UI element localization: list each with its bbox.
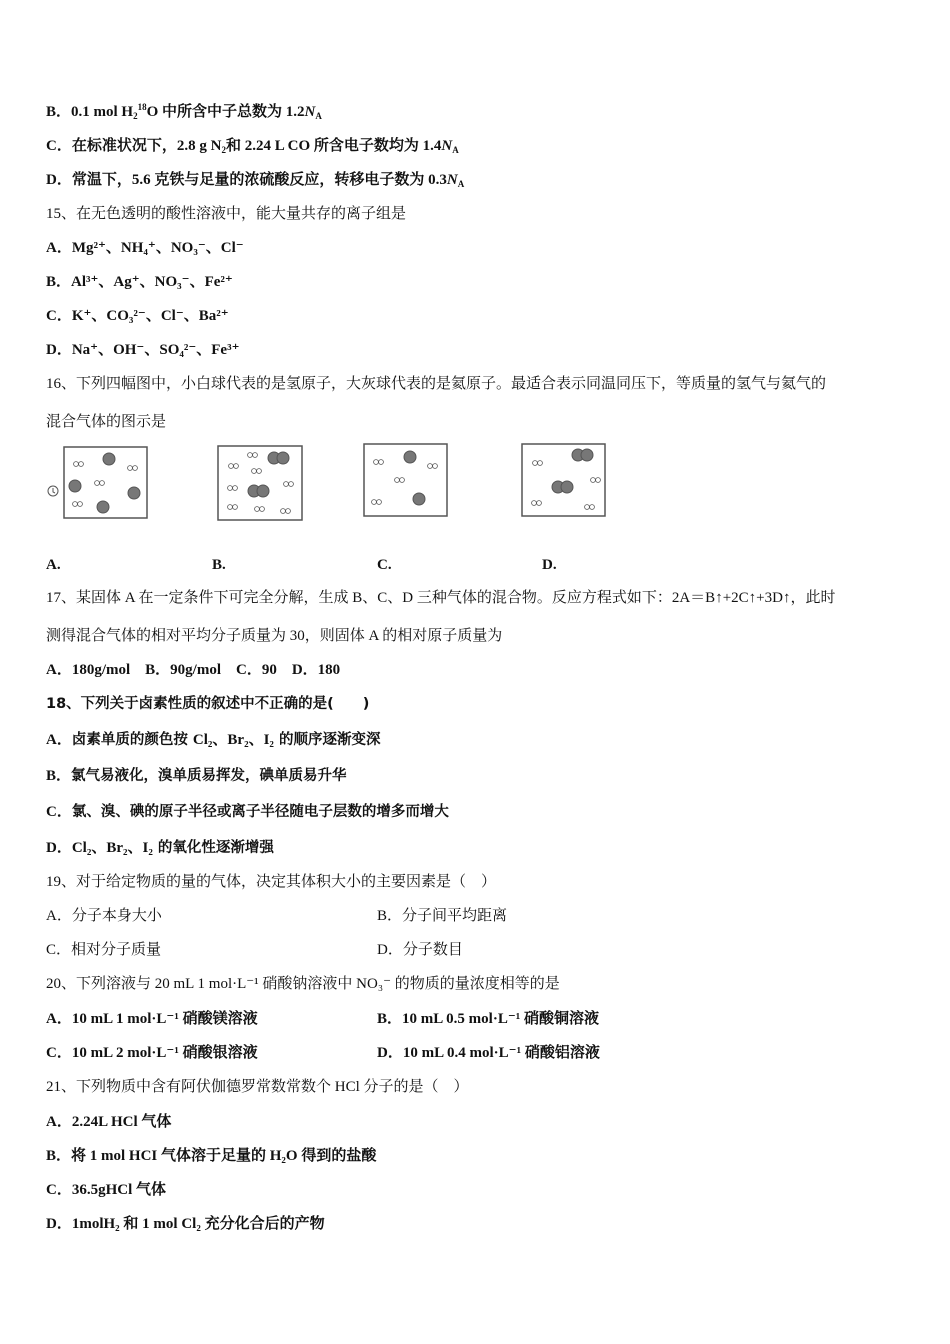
q18-option-a: A．卤素单质的颜色按 Cl₂、Br₂、I₂ 的顺序逐渐变深 <box>46 732 381 748</box>
q20-option-a: A．10 mL 1 mol·L⁻¹ 硝酸镁溶液 <box>46 1011 258 1027</box>
q16-label-d: D. <box>542 557 557 573</box>
q15-option-b: B．Al³⁺、Ag⁺、NO₃⁻、Fe²⁺ <box>46 274 233 290</box>
q16-label-b: B. <box>212 557 226 573</box>
q19-stem: 19、对于给定物质的量的气体，决定其体积大小的主要因素是（ ） <box>46 874 497 890</box>
q21-option-c: C．36.5gHCl 气体 <box>46 1182 167 1198</box>
q15-option-a: A．Mg²⁺、NH₄⁺、NO₃⁻、Cl⁻ <box>46 240 244 256</box>
q14-option-b: B．0.1 mol $H_2^{18}O$ 中所含中子总数为 $1.2N_A$ <box>46 102 322 121</box>
q19-option-b: B．分子间平均距离 <box>377 908 508 924</box>
q19-option-a: A．分子本身大小 <box>46 908 162 924</box>
q18-stem: 18、下列关于卤素性质的叙述中不正确的是( ) <box>46 696 370 712</box>
q17-options: A．180g/mol B．90g/mol C．90 D．180 <box>46 662 341 678</box>
q19-option-c: C．相对分子质量 <box>46 942 162 958</box>
q15-option-d: D．Na⁺、OH⁻、SO₄²⁻、Fe³⁺ <box>46 342 240 358</box>
q20-stem: 20、下列溶液与 20 mL 1 mol·L⁻¹ 硝酸钠溶液中 NO₃⁻ 的物质的量浓度相等的是 <box>46 976 560 992</box>
q16-stem-line1: 16、下列四幅图中，小白球代表的是氢原子，大灰球代表的是氦原子。最适合表示同温同压下，等质量的氢气与氦气的 <box>46 376 827 392</box>
q15-stem: 15、在无色透明的酸性溶液中，能大量共存的离子组是 <box>46 206 407 222</box>
q17-stem-line2: 测得混合气体的相对平均分子质量为 30，则固体 A 的相对原子质量为 <box>46 628 503 644</box>
q21-stem: 21、下列物质中含有阿伏伽德罗常数常数个 HCl 分子的是（ ） <box>46 1079 469 1095</box>
q18-option-c: C．氯、溴、碘的原子半径或离子半径随电子层数的增多而增大 <box>46 804 449 820</box>
q16-label-c: C. <box>377 557 392 573</box>
q17-stem-line1: 17、某固体 A 在一定条件下可完全分解，生成 B、C、D 三种气体的混合物。反应方程式如下：2A＝B↑+2C↑+3D↑，此时 <box>46 590 836 606</box>
q21-option-d: D．1molH₂ 和 1 mol Cl₂ 充分化合后的产物 <box>46 1216 325 1232</box>
q15-option-c: C．K⁺、CO₃²⁻、Cl⁻、Ba²⁺ <box>46 308 229 324</box>
q16-figure-d <box>520 442 608 520</box>
q20-option-c: C．10 mL 2 mol·L⁻¹ 硝酸银溶液 <box>46 1045 258 1061</box>
q20-option-d: D．10 mL 0.4 mol·L⁻¹ 硝酸铝溶液 <box>377 1045 600 1061</box>
q16-figure-a <box>46 440 150 524</box>
q16-figure-c <box>362 442 450 520</box>
q20-option-b: B．10 mL 0.5 mol·L⁻¹ 硝酸铜溶液 <box>377 1011 600 1027</box>
q19-option-d: D．分子数目 <box>377 942 463 958</box>
q16-figure-b <box>216 444 306 524</box>
q16-label-a: A. <box>46 557 61 573</box>
q18-option-d: D．Cl₂、Br₂、I₂ 的氧化性逐渐增强 <box>46 840 274 856</box>
q14-option-c: C．在标准状况下，2.8 g $N_2$和 2.24 L CO 所含电子数均为 $1.4N_A$ <box>46 138 459 155</box>
q18-option-b: B．氯气易液化，溴单质易挥发，碘单质易升华 <box>46 768 347 784</box>
q16-stem-line2: 混合气体的图示是 <box>46 414 167 430</box>
q14-option-d: D．常温下，5.6 克铁与足量的浓硫酸反应，转移电子数为 $0.3N_A$ <box>46 172 465 189</box>
q21-option-a: A．2.24L HCl 气体 <box>46 1114 172 1130</box>
q21-option-b: B．将 1 mol HCI 气体溶于足量的 H₂O 得到的盐酸 <box>46 1148 377 1164</box>
